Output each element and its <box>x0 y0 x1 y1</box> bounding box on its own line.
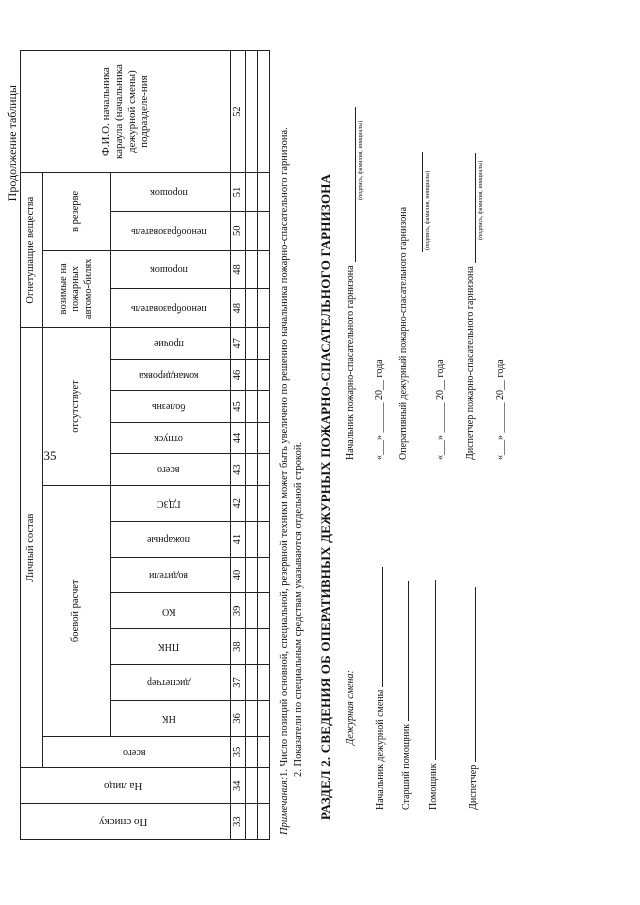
sig-garrison-dispatcher: Диспетчер пожарно-спасательного гарнизона (подпись, фамилия, инициалы) <box>465 0 476 460</box>
sig-head-shift: Начальник дежурной смены <box>372 567 386 810</box>
header-by-list: По списку <box>21 804 231 840</box>
table-row <box>258 51 270 840</box>
header-absent-total: всего <box>111 454 231 486</box>
section-title: РАЗДЕЛ 2. СВЕДЕНИЯ ОБ ОПЕРАТИВНЫХ ДЕЖУРНЫХ ПОЖАРНО-СПАСАТЕЛЬНОГО ГАРНИЗОНА <box>318 173 333 820</box>
sig-dispatcher: Диспетчер <box>465 587 479 810</box>
header-total: всего <box>43 736 231 768</box>
sig-senior-assistant: Старший помощник <box>398 581 412 810</box>
sig-assistant: Помощник <box>425 580 439 810</box>
date-1: «___» ______ 20__ года <box>374 359 385 460</box>
header-reserve: в резерве <box>43 173 111 250</box>
header-personnel: Личный состав <box>21 328 43 768</box>
personnel-table <box>20 50 270 840</box>
header-drivers: водители <box>111 557 231 593</box>
page-number: 35 <box>43 448 57 463</box>
sig-garrison-head: Начальник пожарно-спасательного гарнизона (подпись, фамилия, инициалы) <box>345 0 356 460</box>
notes-label: Примечания: <box>279 776 290 835</box>
header-nk: НК <box>111 700 231 736</box>
duty-shift-label: Дежурная смена: <box>345 670 356 745</box>
header-extinguishing: Огнетушащие вещества <box>21 173 43 328</box>
header-leave: отпуск <box>111 422 231 454</box>
header-dispatcher: диспетчер <box>111 665 231 701</box>
header-fio: Ф.И.О. начальника караула (начальника дежурной смены) подразделе-ния <box>21 51 231 173</box>
note-2: 2. Показатели по специальным средствам указываются отдельной строкой. <box>292 441 304 777</box>
header-powder-vehicles: порошок <box>111 250 231 289</box>
sig-operative-line: (подпись, фамилия, инициалы) <box>412 0 423 255</box>
header-foam-vehicles: пенообразователь <box>111 289 231 328</box>
note-1: 1. Число позиций основной, специальной, резервной техники может быть увеличено по решению начальника пожарно-спасательного гарнизона. <box>279 127 290 777</box>
sig-operative-duty: Оперативный дежурный пожарно-спасательного гарнизона <box>398 206 409 460</box>
header-firefighters: пожарные <box>111 521 231 557</box>
header-powder-reserve: порошок <box>111 173 231 212</box>
header-foam-reserve: пенообразователь <box>111 211 231 250</box>
header-combat-crew: боевой расчет <box>43 485 111 736</box>
date-2: «___» ______ 20__ года <box>435 359 446 460</box>
header-absent: отсутствует <box>43 328 111 486</box>
header-other: прочие <box>111 328 231 360</box>
header-trip: командировка <box>111 359 231 391</box>
date-3: «___» ______ 20__ года <box>495 359 506 460</box>
header-gdzs: ГДЗС <box>111 485 231 521</box>
notes <box>278 45 305 835</box>
header-ko: КО <box>111 593 231 629</box>
header-pnk: ПНК <box>111 629 231 665</box>
continuation-title: Продолжение таблицы <box>5 85 19 202</box>
header-present: На лицо <box>21 768 231 804</box>
header-sick: болезнь <box>111 391 231 423</box>
table-row <box>246 51 258 840</box>
header-on-vehicles: возимые на пожарных автомо-билях <box>43 250 111 327</box>
column-numbers-row: 33 34 35 36 37 38 39 40 41 42 43 44 45 46 47 48 48 50 51 52 <box>231 51 246 840</box>
